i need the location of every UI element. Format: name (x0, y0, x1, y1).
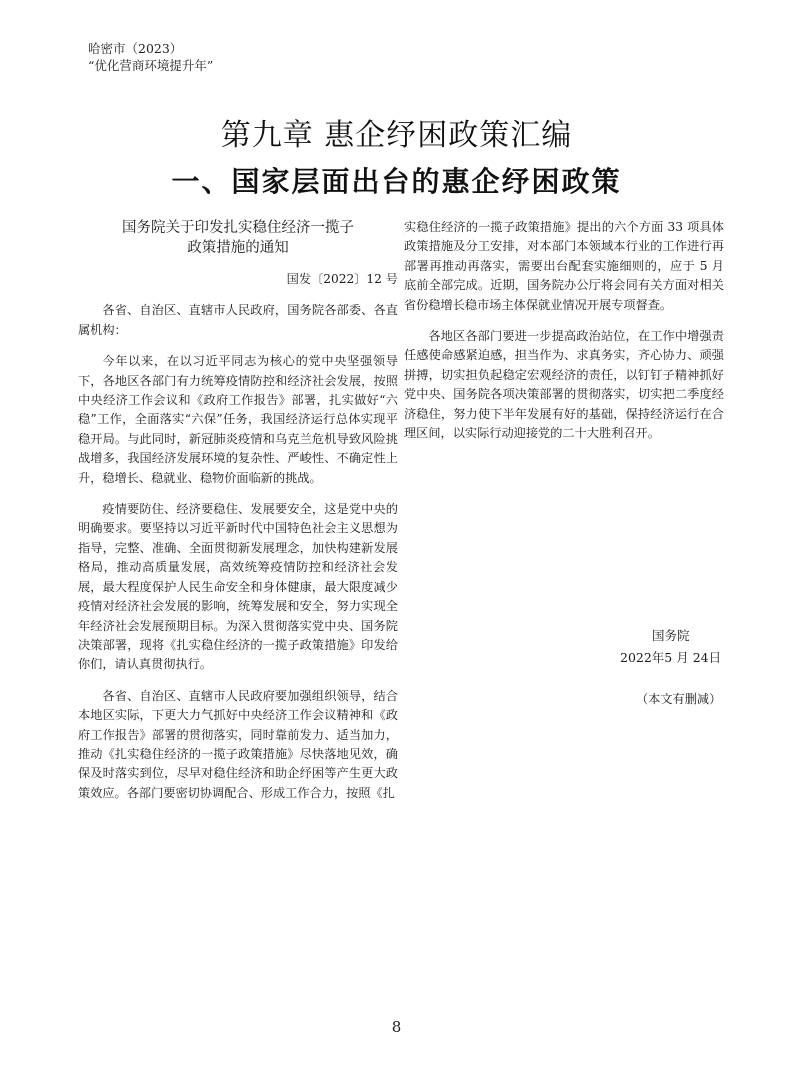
header-line-2: “优化营商环境提升年” (88, 58, 214, 73)
paragraph-3: 各省、自治区、直辖市人民政府要加强组织领导，结合本地区实际，下更大力气抓好中央经济工作会议精神和《政府工作报告》部署的贯彻落实，同时靠前发力、适当加力，推动《扎实稳住经济的一揽子政策措施》尽快落地见效，确保及时落实到位，尽早对稳住经济和助企纾困等产生更大政策效应。各部门要密切协调配合、形成工作合力，按照《扎 (78, 688, 398, 800)
paragraph-3-continued: 实稳住经济的一揽子政策措施》提出的六个方面 33 项具体政策措施及分工安排，对本部门本领域本行业的工作进行再部署再推动再落实，需要出台配套实施细则的，应于 5 月底前全部完成。近期，国务院办公厅将会同有关方面对相关省份稳增长稳市场主体保就业情况开展专项督查。 (404, 220, 724, 312)
paragraph-1: 今年以来，在以习近平同志为核心的党中央坚强领导下，各地区各部门有力统筹疫情防控和经济社会发展，按照中央经济工作会议和《政府工作报告》部署，扎实做好“六稳”工作，全面落实“六保”任务，我国经济运行总体实现平稳开局。与此同时，新冠肺炎疫情和乌克兰危机导致风险挑战增多，我国经济发展环境的复杂性、严峻性、不确定性上升，稳增长、稳就业、稳物价面临新的挑战。 (78, 354, 398, 485)
paragraph-4: 各地区各部门要进一步提高政治站位，在工作中增强责任感使命感紧迫感，担当作为、求真务实，齐心协力、顽强拼搏，切实担负起稳定宏观经济的责任，以钉钉子精神抓好党中央、国务院各项决策部署的贯彻落实，切实把二季度经济稳住，努力使下半年发展有好的基础，保持经济运行在合理区间，以实际行动迎接党的二十大胜利召开。 (404, 329, 724, 441)
right-column (404, 218, 724, 455)
document-header-tag (88, 40, 213, 74)
paragraph-2: 疫情要防住、经济要稳住、发展要安全，这是党中央的明确要求。要坚持以习近平新时代中国特色社会主义思想为指导，完整、准确、全面贯彻新发展理念，加快构建新发展格局，推动高质量发展，高效统筹疫情防控和经济社会发展，最大程度保护人民生命安全和身体健康，最大限度减少疫情对经济社会发展的影响，统筹发展和安全，努力实现全年经济社会发展预期目标。为深入贯彻落实党中央、国务院决策部署，现将《扎实稳住经济的一揽子政策措施》印发给你们，请认真贯彻执行。 (78, 502, 398, 672)
signature-block (620, 625, 760, 669)
chapter-title: 第九章 惠企纾困政策汇编 (220, 118, 573, 153)
left-column (78, 218, 398, 815)
header-line-1: 哈密市（2023） (88, 41, 183, 56)
notice-title-line-1: 国务院关于印发扎实稳住经济一揽子 (122, 220, 354, 236)
document-number: 国发〔2022〕12 号 (286, 272, 398, 286)
signature-organization: 国务院 (652, 628, 690, 643)
section-title: 一、国家层面出台的惠企纾困政策 (171, 165, 622, 198)
notice-title (78, 218, 398, 258)
abridged-note: （本文有删减） (636, 692, 722, 706)
page-number: 8 (391, 1018, 402, 1036)
notice-title-line-2: 政策措施的通知 (187, 240, 289, 256)
salutation: 各省、自治区、直辖市人民政府，国务院各部委、各直属机构： (78, 303, 398, 337)
signature-date: 2022年5 月 24日 (620, 650, 722, 665)
